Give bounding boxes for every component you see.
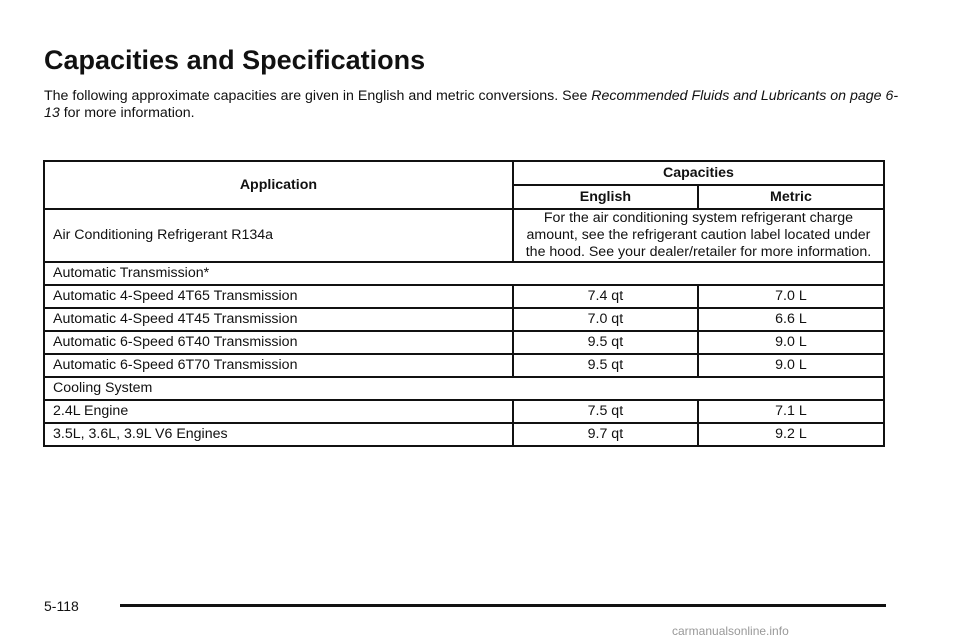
header-capacities: Capacities [513,161,884,185]
item-english: 9.5 qt [513,354,698,377]
item-english: 7.4 qt [513,285,698,308]
header-english: English [513,185,698,209]
item-english: 7.0 qt [513,308,698,331]
item-metric: 9.0 L [698,331,884,354]
intro-cross-reference: Recommended Fluids and Lubricants on page 6-13 [44,88,899,121]
cooling-group-label: Cooling System [44,377,884,400]
item-name: Automatic 6-Speed 6T40 Transmission [44,331,513,354]
item-english: 7.5 qt [513,400,698,423]
table-row [44,354,884,377]
header-application: Application [44,161,513,209]
footer-rule [120,604,886,607]
item-metric: 6.6 L [698,308,884,331]
ac-note: For the air conditioning system refrigerant charge amount, see the refrigerant caution label located under the hood. See your dealer/retailer for more information. [513,209,884,262]
item-name: 2.4L Engine [44,400,513,423]
header-metric: Metric [698,185,884,209]
table-row-group [44,262,884,285]
table-row [44,308,884,331]
watermark-text: carmanualsonline.info [672,624,789,638]
table-row [44,423,884,446]
item-metric: 9.0 L [698,354,884,377]
intro-paragraph [44,88,904,122]
item-english: 9.5 qt [513,331,698,354]
item-metric: 9.2 L [698,423,884,446]
page-title: Capacities and Specifications [44,45,426,75]
item-metric: 7.1 L [698,400,884,423]
table-row-ac [44,209,884,262]
table-row [44,285,884,308]
item-name: Automatic 6-Speed 6T70 Transmission [44,354,513,377]
intro-text-before: The following approximate capacities are given in English and metric conversions. See [44,88,592,104]
item-name: Automatic 4-Speed 4T45 Transmission [44,308,513,331]
table-row [44,400,884,423]
item-metric: 7.0 L [698,285,884,308]
page-number: 5-118 [44,598,79,614]
item-english: 9.7 qt [513,423,698,446]
table-row [44,331,884,354]
capacities-table [43,160,885,447]
table-header-row-1 [44,161,884,185]
intro-text-after: for more information. [59,105,195,121]
transmission-group-label: Automatic Transmission* [44,262,884,285]
item-name: Automatic 4-Speed 4T65 Transmission [44,285,513,308]
item-name: 3.5L, 3.6L, 3.9L V6 Engines [44,423,513,446]
ac-label: Air Conditioning Refrigerant R134a [44,209,513,262]
table-row-group [44,377,884,400]
